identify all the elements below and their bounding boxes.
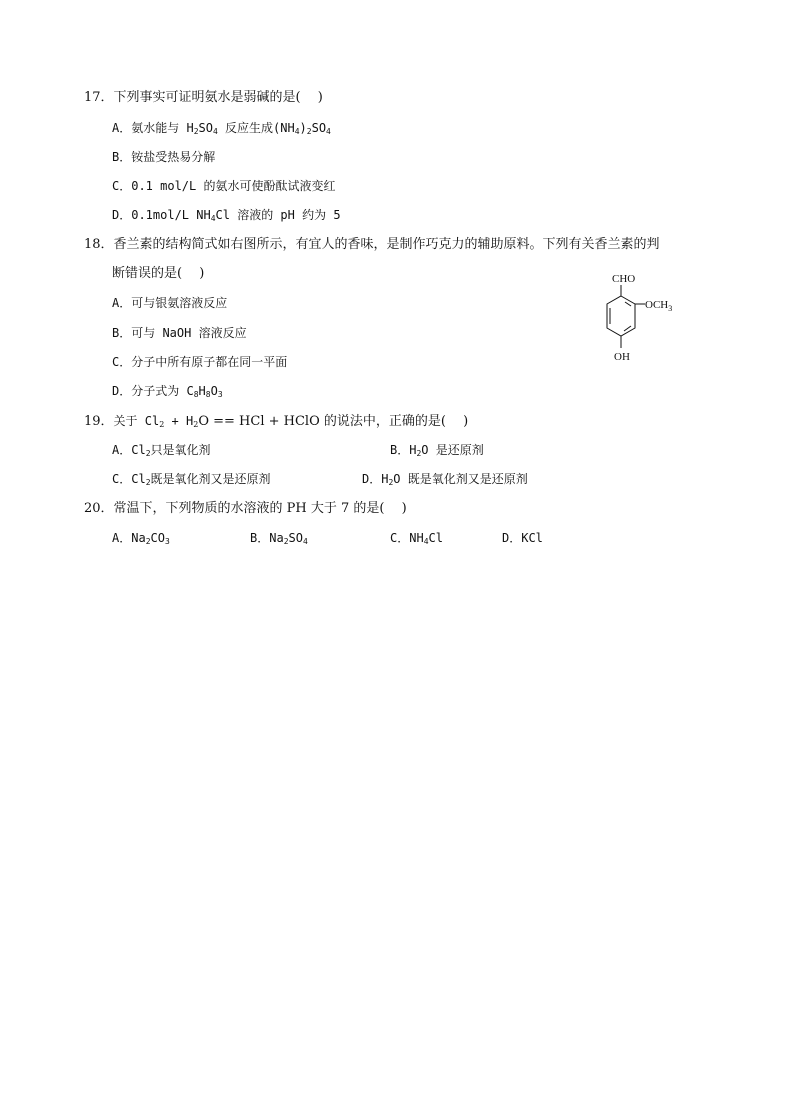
q17-option-c: C．0.1 mol/L 的氨水可使酚酞试液变红 [112,179,336,193]
question-17-stem [84,90,323,106]
q20-option-b: B．$Na_2SO_4$ [250,531,308,546]
q17-option-d: D．0.1mol/L $NH_4Cl$ 溶液的 pH 约为 5 [112,208,341,223]
question-text: 常温下，下列物质的水溶液的 PH 大于 7 的是( ) [113,501,407,516]
q20-option-c: C．$NH_4Cl$ [390,531,443,546]
oh-group-label: OH [614,351,630,363]
question-number: 17． [84,90,114,105]
question-19-stem: 19．关于 $Cl_2 + H_2O$ == HCl + HClO 的说法中，正确的是( ) [84,414,469,429]
q20-option-d: D．KCl [502,531,543,545]
q20-option-a: A．$Na_2CO_3$ [112,531,170,546]
q17-option-a: A．氨水能与 $H_2SO_4$ 反应生成$(NH_4)_2SO_4$ [112,121,331,136]
q18-option-d: D．分子式为 $C_8H_8O_3$ [112,384,223,399]
q19-option-d: D．$H_2O$ 既是氧化剂又是还原剂 [362,472,528,487]
q19-option-a: A．$Cl_2$只是氧化剂 [112,443,211,458]
question-number: 20． [84,501,114,516]
q17-option-b: B．铵盐受热易分解 [112,150,216,164]
question-18-stem [84,237,660,253]
q18-option-a: A．可与银氨溶液反应 [112,296,228,310]
question-18-stem-cont: 断错误的是( ) [112,266,205,281]
vanillin-structure-diagram [590,268,690,380]
q19-option-c: C．$Cl_2$既是氧化剂又是还原剂 [112,472,271,487]
methoxy-group-label: $OCH_3$ [645,299,673,313]
q18-option-c: C．分子中所有原子都在同一平面 [112,355,288,369]
question-text: 香兰素的结构简式如右图所示，有宜人的香味，是制作巧克力的辅助原料。下列有关香兰素的判 [113,237,660,252]
q19-option-b: B．$H_2O$ 是还原剂 [390,443,484,458]
cho-group-label: CHO [612,273,636,285]
question-text: 下列事实可证明氨水是弱碱的是( ) [113,90,323,105]
q18-option-b: B．可与 NaOH 溶液反应 [112,326,247,340]
question-20-stem [84,501,407,517]
question-number: 18． [84,237,114,252]
question-number: 19． [84,414,114,429]
